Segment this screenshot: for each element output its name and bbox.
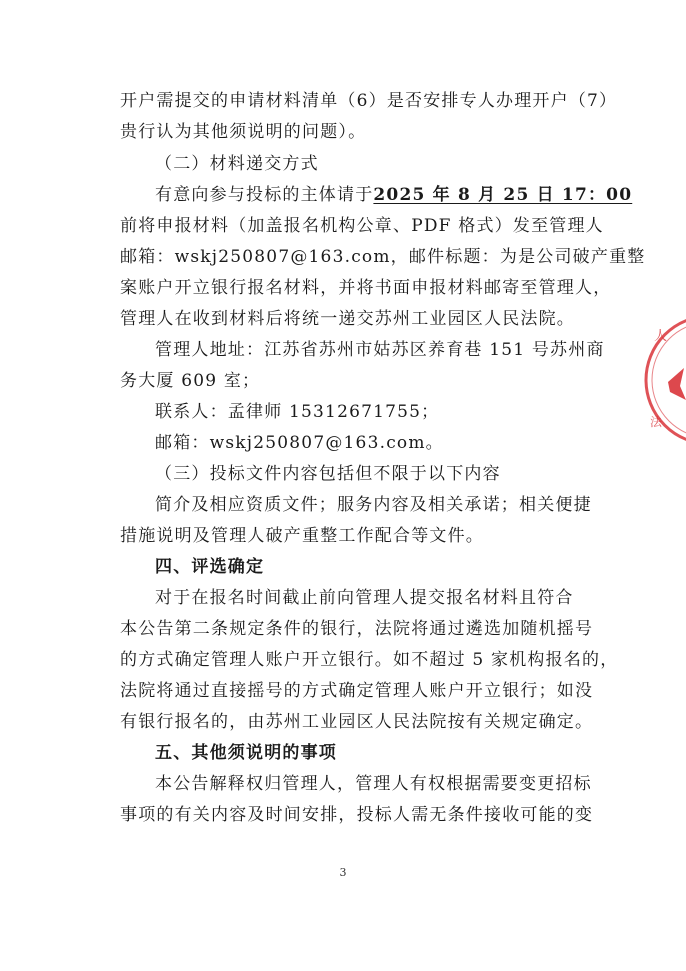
paragraph-line: 事项的有关内容及时间安排，投标人需无条件接收可能的变	[120, 805, 594, 825]
paragraph-line	[155, 184, 632, 206]
paragraph-line: 管理人在收到材料后将统一递交苏州工业园区人民法院。	[120, 309, 575, 329]
paragraph-line: 务大厦 609 室；	[120, 371, 261, 391]
paragraph-line: 对于在报名时间截止前向管理人提交报名材料且符合	[155, 588, 574, 608]
paragraph-line: 法院将通过直接摇号的方式确定管理人账户开立银行；如没	[120, 681, 594, 701]
page-number: 3	[339, 866, 347, 879]
paragraph-line: 本公告解释权归管理人，管理人有权根据需要变更招标	[155, 774, 592, 794]
section-heading: （三）投标文件内容包括但不限于以下内容	[155, 464, 501, 484]
section-heading: 四、评选确定	[155, 557, 265, 577]
section-heading: 五、其他须说明的事项	[155, 743, 337, 763]
paragraph-line: 管理人地址：江苏省苏州市姑苏区养育巷 151 号苏州商	[155, 340, 605, 360]
paragraph-line: 有银行报名的，由苏州工业园区人民法院按有关规定确定。	[120, 712, 594, 732]
paragraph-line: 开户需提交的申请材料清单（6）是否安排专人办理开户（7）	[120, 91, 618, 111]
seal-icon	[640, 312, 686, 448]
court-seal-stamp	[640, 312, 686, 448]
paragraph-line: 简介及相应资质文件；服务内容及相关承诺；相关便捷	[155, 495, 592, 515]
svg-text:法: 法	[650, 415, 663, 429]
paragraph-line: 邮箱：wskj250807@163.com，邮件标题：为是公司破产重整	[120, 247, 646, 267]
paragraph-line: 本公告第二条规定条件的银行，法院将通过遴选加随机摇号	[120, 619, 594, 639]
paragraph-line: 的方式确定管理人账户开立银行。如不超过 5 家机构报名的，	[120, 650, 619, 670]
paragraph-line: 前将申报材料（加盖报名机构公章、PDF 格式）发至管理人	[120, 216, 604, 236]
svg-text:人: 人	[654, 329, 668, 344]
paragraph-line: 措施说明及管理人破产重整工作配合等文件。	[120, 526, 484, 546]
paragraph-line: 案账户开立银行报名材料，并将书面申报材料邮寄至管理人，	[120, 278, 612, 298]
paragraph-text: 有意向参与投标的主体请于	[155, 185, 374, 205]
section-heading: （二）材料递交方式	[155, 154, 319, 174]
paragraph-line: 邮箱：wskj250807@163.com。	[155, 433, 444, 453]
paragraph-line: 贵行认为其他须说明的问题）。	[120, 122, 367, 142]
deadline-date: 2025 年 8 月 25 日 17：00	[373, 185, 633, 205]
paragraph-line: 联系人：孟律师 15312671755；	[155, 402, 440, 422]
